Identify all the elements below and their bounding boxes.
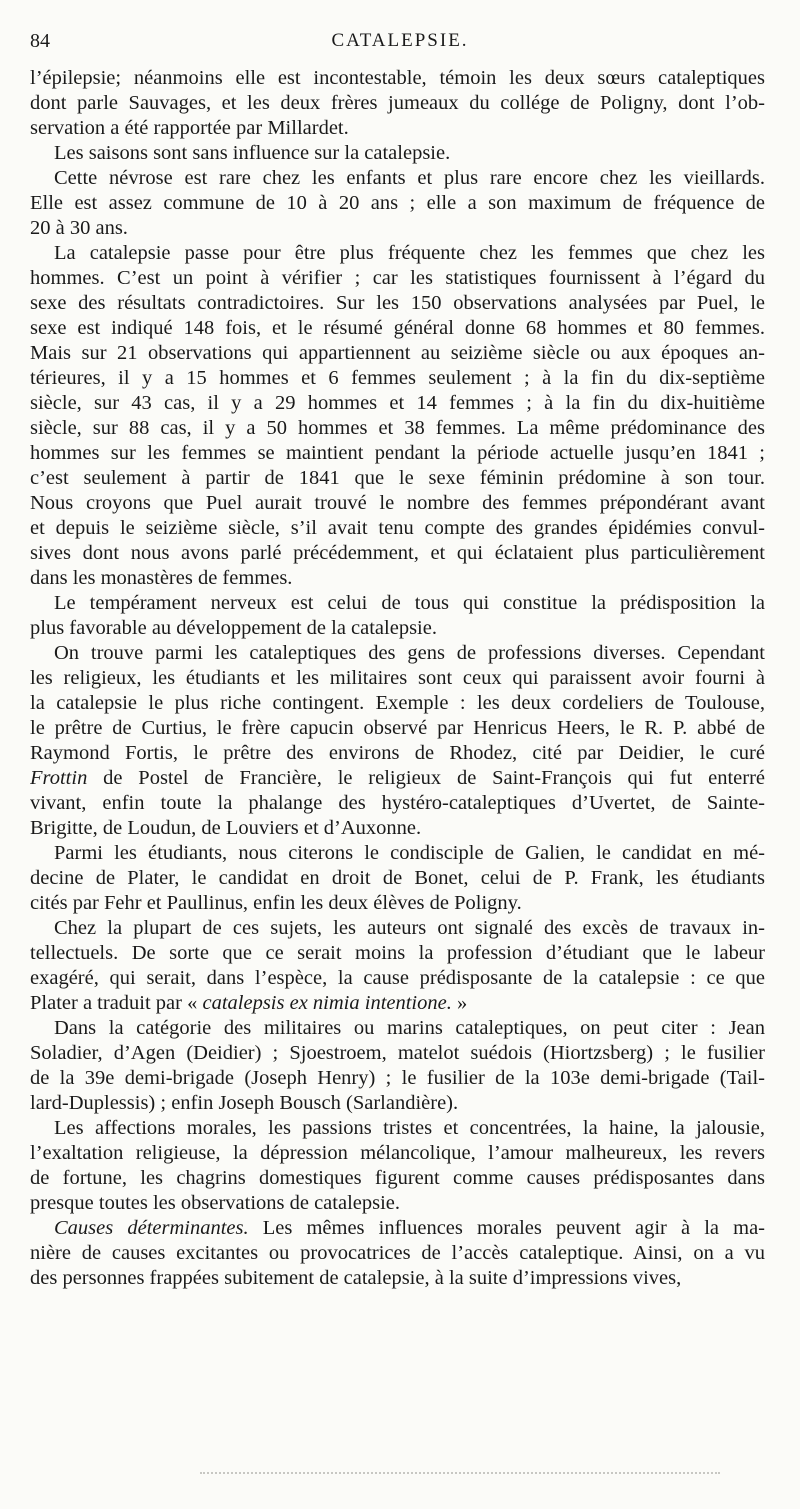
text-line: Chez la plupart de ces sujets, les auteurs ont signalé des excès de travaux in- [54, 917, 765, 939]
text-line: decine de Plater, le candidat en droit de Bonet, celui de P. Frank, les étudiants [30, 867, 765, 889]
text-line: des personnes frappées subitement de catalepsie, à la suite d’impressions vives, [30, 1267, 682, 1289]
text-line: les religieux, les étudiants et les militaires sont ceux qui paraissent avoir fourni à [30, 667, 765, 689]
text-line: Soladier, d’Agen (Deidier) ; Sjoestroem, matelot suédois (Hiortzsberg) ; le fusilier [30, 1042, 765, 1064]
text-line: presque toutes les observations de catalepsie. [30, 1192, 401, 1214]
text-line: Parmi les étudiants, nous citerons le condisciple de Galien, le candidat en mé- [54, 842, 765, 864]
paragraph [30, 1116, 765, 1216]
text-line: On trouve parmi les cataleptiques des gens de professions diverses. Cependant [54, 642, 765, 664]
text-line: l’épilepsie; néanmoins elle est incontestable, témoin les deux sœurs cataleptiques [30, 67, 765, 89]
text-line: cités par Fehr et Paullinus, enfin les deux élèves de Poligny. [30, 892, 522, 914]
text-line: vivant, enfin toute la phalange des hystéro-cataleptiques d’Uvertet, de Sainte- [30, 792, 765, 814]
text-line: Mais sur 21 observations qui appartiennent au seizième siècle ou aux époques an- [30, 342, 765, 364]
paragraph [30, 916, 765, 1016]
text-line: siècle, sur 43 cas, il y a 29 hommes et 14 femmes ; à la fin du dix-huitième [30, 392, 765, 414]
paragraph [30, 166, 765, 241]
footer-rule [200, 1468, 720, 1474]
text-line: dans les monastères de femmes. [30, 567, 293, 589]
paragraph [30, 1016, 765, 1116]
line-text: » [451, 992, 468, 1014]
text-line: c’est seulement à partir de 1841 que le sexe féminin prédomine à son tour. [30, 467, 765, 489]
line-text: de Postel de Francière, le religieux de Saint-François qui fut enterré [87, 767, 765, 789]
italic-name: Frottin [30, 767, 88, 789]
page-header [30, 30, 770, 54]
text-line: Dans la catégorie des militaires ou marins cataleptiques, on peut citer : Jean [54, 1017, 765, 1039]
text-line: tellectuels. De sorte que ce serait moins la profession d’étudiant que le labeur [30, 942, 765, 964]
text-line: Les saisons sont sans influence sur la catalepsie. [54, 142, 451, 164]
paragraph [30, 841, 765, 916]
text-line: sexe des résultats contradictoires. Sur les 150 observations analysées par Puel, le [30, 292, 765, 314]
text-line: de la 39e demi-brigade (Joseph Henry) ; le fusilier de la 103e demi-brigade (Tail- [30, 1067, 765, 1089]
text-line: exagéré, qui serait, dans l’espèce, la cause prédisposante de la catalepsie : ce que [30, 967, 765, 989]
text-line: nière de causes excitantes ou provocatrices de l’accès cataleptique. Ainsi, on a vu [30, 1242, 765, 1264]
page-body [30, 66, 765, 1291]
section-heading: Causes déterminantes. [54, 1217, 249, 1239]
text-line [30, 1216, 765, 1241]
latin-quote: catalepsis ex nimia intentione. [202, 992, 452, 1014]
text-line [30, 766, 765, 791]
text-line: plus favorable au développement de la catalepsie. [30, 617, 437, 639]
text-line [30, 991, 765, 1016]
text-line: Nous croyons que Puel aurait trouvé le nombre des femmes prépondérant avant [30, 492, 765, 514]
text-line: Cette névrose est rare chez les enfants et plus rare encore chez les vieillards. [54, 167, 765, 189]
text-line: dont parle Sauvages, et les deux frères jumeaux du collége de Poligny, dont l’ob- [30, 92, 765, 114]
text-line: hommes sur les femmes se maintient pendant la période actuelle jusqu’en 1841 ; [30, 442, 765, 464]
text-line: Elle est assez commune de 10 à 20 ans ; elle a son maximum de fréquence de [30, 192, 765, 214]
text-line: de fortune, les chagrins domestiques figurent comme causes prédisposantes dans [30, 1167, 765, 1189]
text-line: Le tempérament nerveux est celui de tous qui constitue la prédisposition la [54, 592, 765, 614]
text-line: térieures, il y a 15 hommes et 6 femmes seulement ; à la fin du dix-septième [30, 367, 765, 389]
paragraph [30, 66, 765, 141]
text-line: siècle, sur 88 cas, il y a 50 hommes et 38 femmes. La même prédominance des [30, 417, 765, 439]
text-line: le prêtre de Curtius, le frère capucin observé par Henricus Heers, le R. P. abbé de [30, 717, 765, 739]
text-line: sexe est indiqué 148 fois, et le résumé général donne 68 hommes et 80 femmes. [30, 317, 765, 339]
text-line: et depuis le seizième siècle, s’il avait tenu compte des grandes épidémies convul- [30, 517, 765, 539]
text-line: Brigitte, de Loudun, de Louviers et d’Auxonne. [30, 817, 422, 839]
text-line: sives dont nous avons parlé précédemment, et qui éclataient plus particulièrement [30, 542, 765, 564]
text-line: l’exaltation religieuse, la dépression mélancolique, l’amour malheureux, les revers [30, 1142, 765, 1164]
text-line: 20 à 30 ans. [30, 217, 128, 239]
text-line: hommes. C’est un point à vérifier ; car les statistiques fournissent à l’égard du [30, 267, 765, 289]
line-text: Les mêmes influences morales peuvent agir à la ma- [248, 1217, 765, 1239]
line-text: Plater a traduit par « [30, 992, 203, 1014]
paragraph [30, 241, 765, 591]
text-line: Raymond Fortis, le prêtre des environs de Rhodez, cité par Deidier, le curé [30, 742, 765, 764]
paragraph [30, 141, 765, 166]
text-line: Les affections morales, les passions tristes et concentrées, la haine, la jalousie, [54, 1117, 765, 1139]
paragraph [30, 1216, 765, 1291]
text-line: la catalepsie le plus riche contingent. Exemple : les deux cordeliers de Toulouse, [30, 692, 765, 714]
text-line: lard-Duplessis) ; enfin Joseph Bousch (Sarlandière). [30, 1092, 459, 1114]
text-line: La catalepsie passe pour être plus fréquente chez les femmes que chez les [54, 242, 765, 264]
text-line: servation a été rapportée par Millardet. [30, 117, 349, 139]
page-number: 84 [30, 30, 50, 52]
paragraph [30, 591, 765, 641]
running-head: CATALEPSIE. [331, 30, 469, 51]
paragraph [30, 641, 765, 841]
